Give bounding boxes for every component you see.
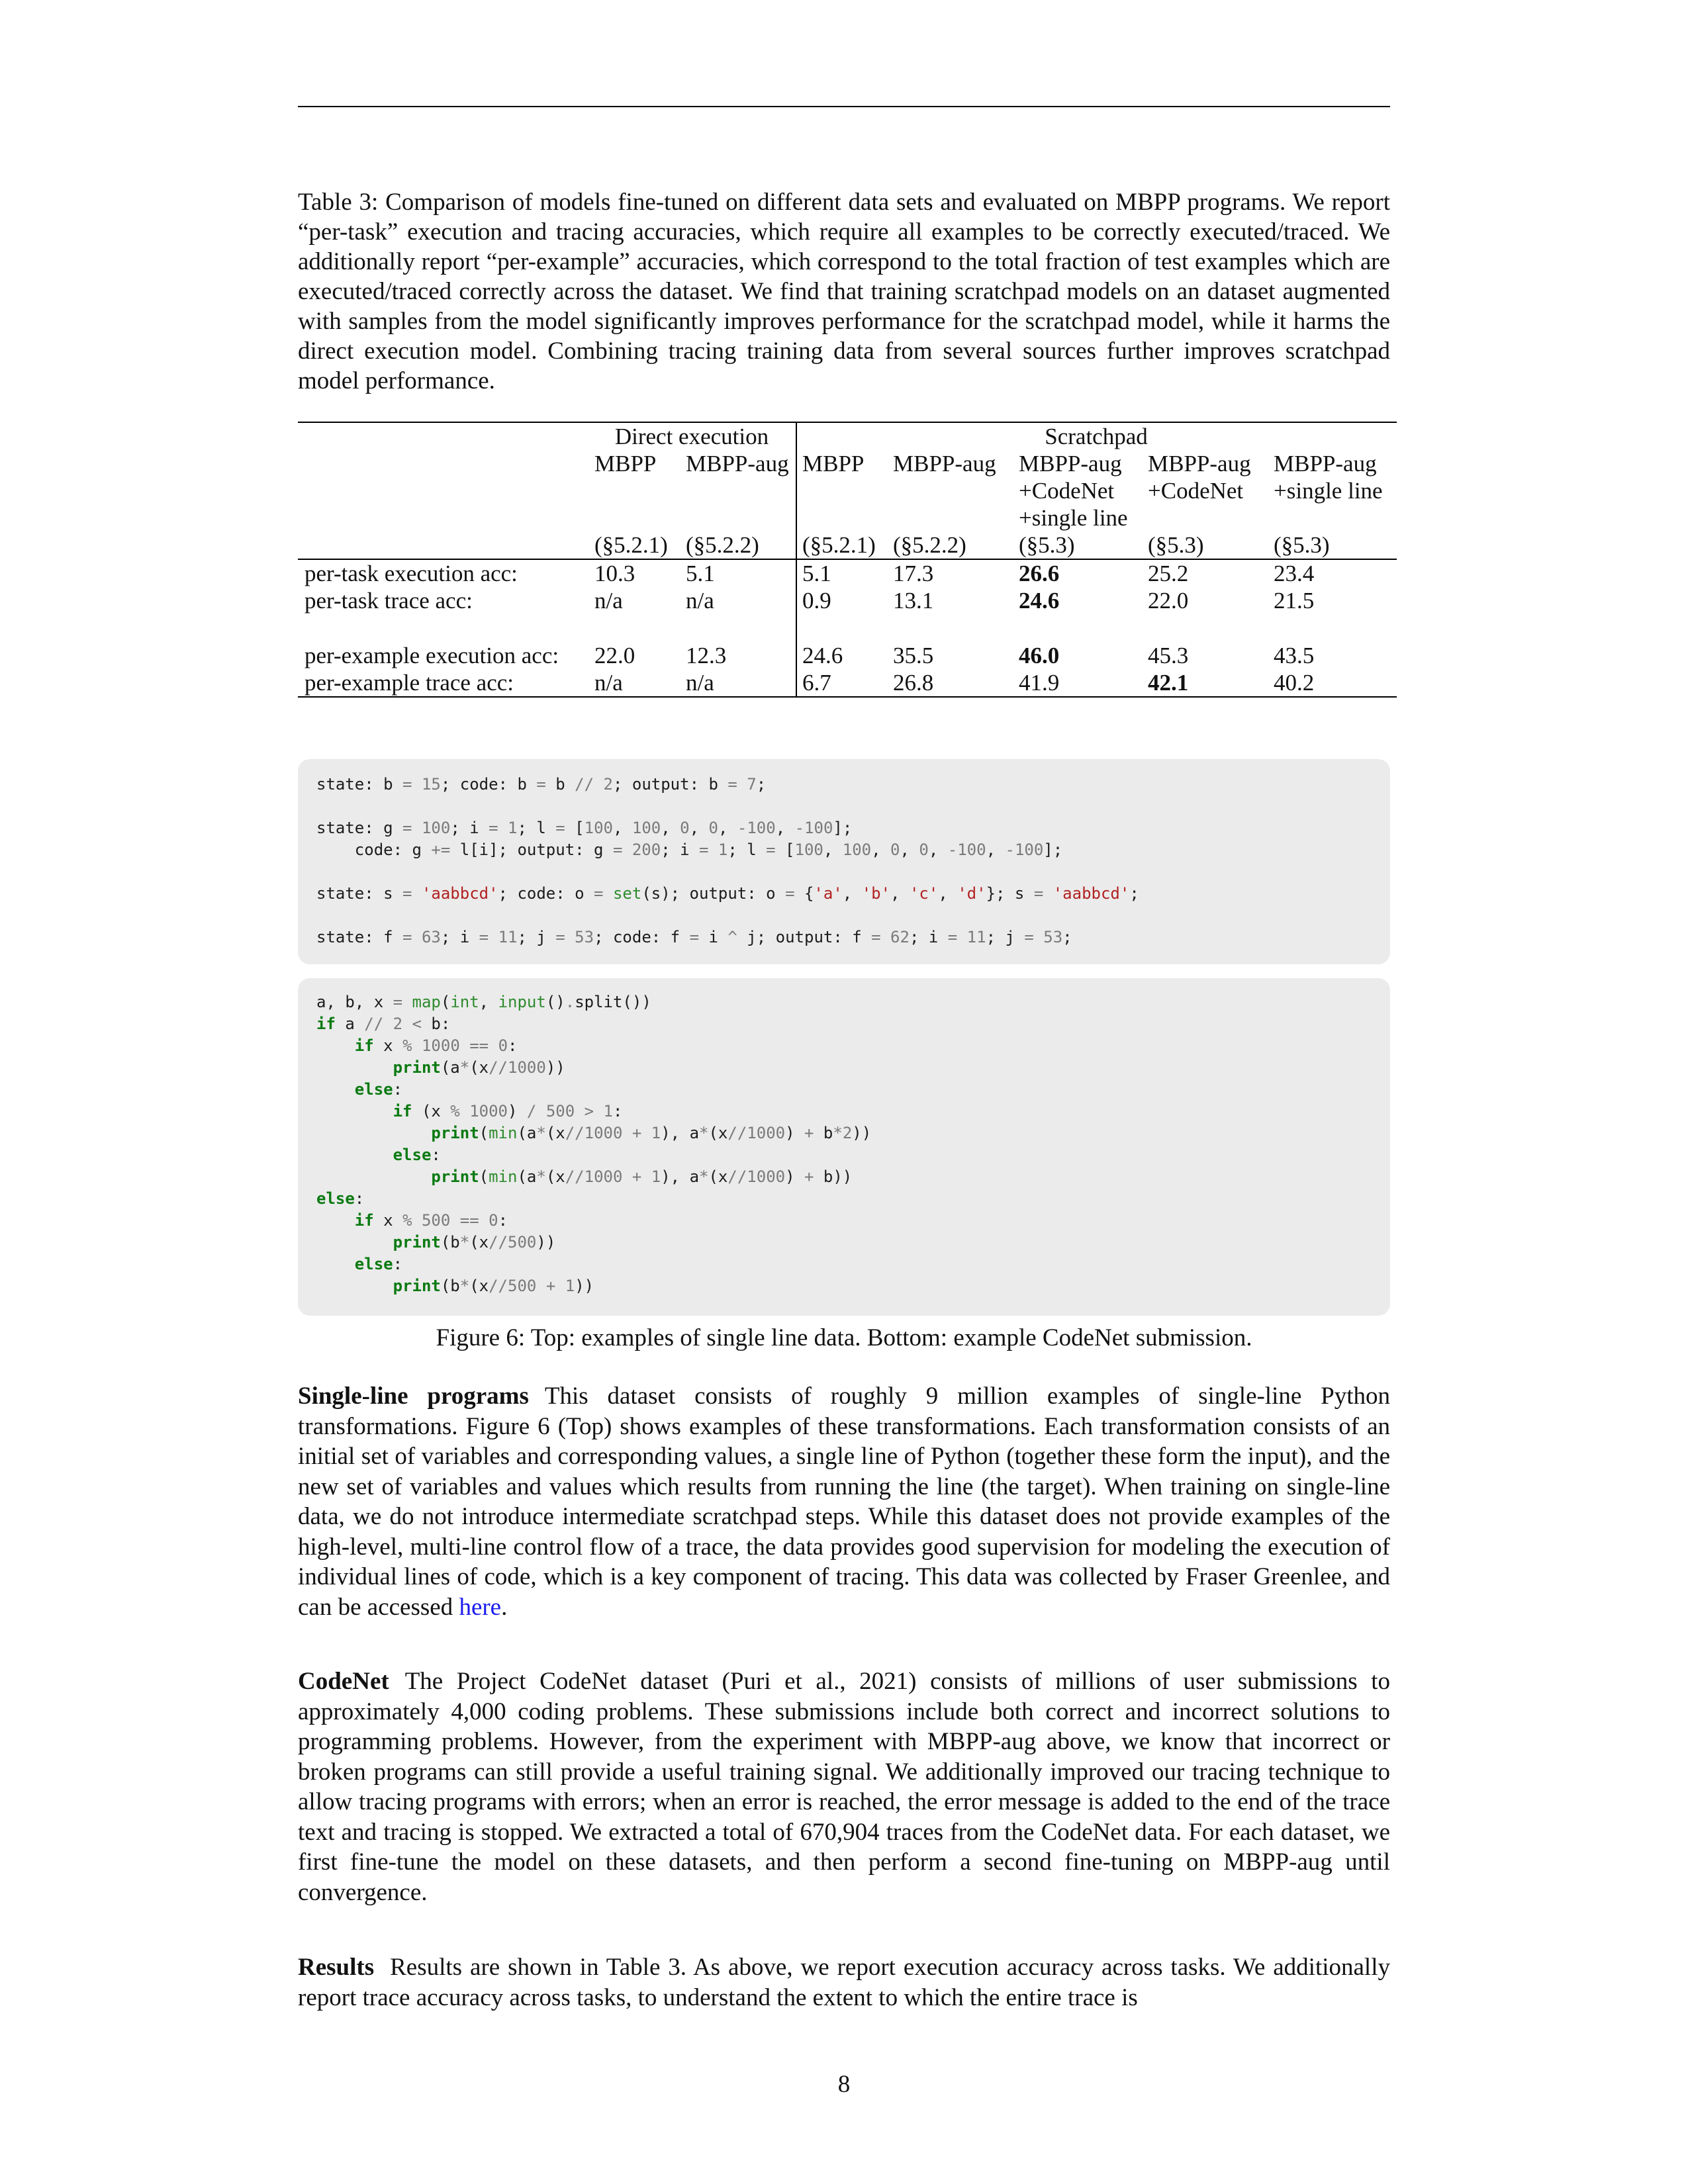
table-cell: 25.2	[1148, 561, 1189, 586]
table-cell: 22.0	[594, 643, 635, 668]
col-header: MBPP-aug	[1148, 451, 1251, 477]
col-header: MBPP-aug	[686, 451, 789, 477]
col-section: (§5.3)	[1268, 531, 1397, 559]
table-cell: 0.9	[796, 587, 888, 614]
table-cell: 45.3	[1148, 643, 1189, 668]
col-header-sub: +single line	[1019, 505, 1128, 531]
col-header: MBPP-aug	[893, 451, 996, 477]
table-cell: 5.1	[686, 561, 715, 586]
row-label: per-task execution acc:	[305, 561, 518, 586]
col-header-sub: +CodeNet	[1019, 478, 1115, 504]
code-listing: a, b, x = map(int, input().split()) if a // 2 < b: if x % 1000 == 0: print(a*(x//1000)) else: if (x % 1000) / 500 > 1: print(min(a*(x//1000 + 1), a*(x//1000) + b*2)) else: print(min(a*(x//1000 + 1), a*(x//1000) + b)) else: if x % 500 == 0: print(b*(x//500)) else: print(b*(x//500 + 1))	[316, 993, 872, 1295]
page-number: 8	[837, 2071, 851, 2098]
group-direct: Direct execution	[589, 422, 796, 450]
section-single-line	[298, 1381, 1390, 1622]
table-cell: 23.4	[1274, 561, 1315, 586]
table-row	[298, 642, 1397, 669]
table-cell: n/a	[680, 669, 796, 697]
single-line-code-box	[298, 759, 1390, 964]
table-cell: 5.1	[796, 559, 888, 587]
col-section: (§5.2.1)	[589, 531, 680, 559]
col-section: (§5.3)	[1143, 531, 1268, 559]
col-section: (§5.3)	[1013, 531, 1143, 559]
table-cell: 43.5	[1274, 643, 1315, 668]
table-cell-best: 42.1	[1143, 669, 1268, 697]
col-header-sub: +single line	[1274, 478, 1383, 504]
col-header-sub: +CodeNet	[1148, 478, 1244, 504]
table-cell: n/a	[589, 669, 680, 697]
section-codenet	[298, 1666, 1390, 1907]
table-cell: 24.6	[796, 642, 888, 669]
table-row	[298, 669, 1397, 697]
col-section: (§5.2.2)	[888, 531, 1013, 559]
figure-caption: Figure 6: Top: examples of single line data. Bottom: example CodeNet submission.	[436, 1324, 1252, 1351]
col-header: MBPP-aug	[1274, 451, 1377, 477]
table-cell: 40.2	[1268, 669, 1397, 697]
table-cell: n/a	[594, 588, 623, 614]
table-cell: n/a	[686, 588, 714, 614]
table-cell-best: 26.6	[1019, 561, 1060, 586]
col-header: MBPP	[594, 451, 657, 477]
col-section: (§5.2.1)	[796, 531, 888, 559]
table-row	[298, 587, 1397, 614]
table-caption: Table 3: Comparison of models fine-tuned on different data sets and evaluated on MBPP programs. We report “per-task” execution and tracing accuracies, which require all examples to be correctly executed/traced. We additionally report “per-example” accuracies, which correspond to the total fraction of test examples which are executed/traced correctly across the dataset. We find that training scratchpad models on an dataset augmented with samples from the model significantly improves performance for the scratchpad model, while it harms the direct execution model. Combining tracing training data from several sources further improves scratchpad model performance.	[298, 189, 1390, 394]
codenet-code-box	[298, 978, 1390, 1316]
section-text-end: .	[501, 1593, 508, 1621]
row-label: per-example execution acc:	[305, 643, 559, 668]
col-header: MBPP	[796, 450, 888, 477]
col-header: MBPP-aug	[1019, 451, 1122, 477]
table-cell: 17.3	[893, 561, 934, 586]
table-cell-best: 46.0	[1019, 643, 1060, 668]
results-table	[298, 422, 1397, 698]
table-cell: 6.7	[796, 669, 888, 697]
table-cell: 13.1	[893, 588, 934, 614]
section-text: This dataset consists of roughly 9 million examples of single-line Python transformations. Figure 6 (Top) shows examples of these transformations. Each transformation consists of an initial set of variables and corresponding values, a single line of Python (together these form the input), and the new set of variables and values which results from running the line (the target). When training on single-line data, we do not introduce intermediate scratchpad steps. While this dataset does not provide examples of the high-level, multi-line control flow of a trace, the data provides good supervision for modeling the execution of individual lines of code, which is a key component of tracing. This data was collected by Fraser Greenlee, and can be accessed	[298, 1383, 1391, 1621]
section-text: Results are shown in Table 3. As above, we report execution accuracy across tasks. We additionally report trace accuracy across tasks, to understand the extent to which the entire trace is	[298, 1954, 1390, 2011]
row-label: per-task trace acc:	[305, 588, 473, 614]
row-label: per-example trace acc:	[298, 669, 589, 697]
section-text: The Project CodeNet dataset (Puri et al., 2021) consists of millions of user submissions to approximately 4,000 coding problems. These submissions include both correct and incorrect solutions to programming problems. However, from the experiment with MBPP-aug above, we know that incorrect or broken programs can still provide a useful training signal. We additionally improved our tracing technique to allow tracing programs with errors; when an error is reached, the error message is added to the end of the trace text and tracing is stopped. We extracted a total of 670,904 traces from the CodeNet data. For each dataset, we first fine-tune the model on these datasets, and then perform a second fine-tuning on MBPP-aug until convergence.	[298, 1668, 1390, 1906]
section-heading: Results	[298, 1954, 375, 1981]
table-cell: 10.3	[594, 561, 635, 586]
here-link[interactable]: here	[459, 1593, 502, 1621]
section-heading: CodeNet	[298, 1668, 389, 1695]
section-heading: Single-line programs	[298, 1383, 529, 1410]
table-cell: 41.9	[1013, 669, 1143, 697]
col-section: (§5.2.2)	[680, 531, 796, 559]
table-cell: 35.5	[893, 643, 934, 668]
group-scratchpad: Scratchpad	[796, 422, 1397, 450]
table-cell: 22.0	[1148, 588, 1189, 614]
table-row	[298, 559, 1397, 587]
table-cell: 12.3	[686, 643, 727, 668]
code-listing: state: b = 15; code: b = b // 2; output: b = 7; state: g = 100; i = 1; l = [100, 100, 0, 0, -100, -100]; code: g += l[i]; output: g = 200; i = 1; l = [100, 100, 0, 0, -100, -100]; state: s = 'aabbcd'; code: o = set(s); output: o = {'a', 'b', 'c', 'd'}; s = 'aabbcd'; state: f = 63; i = 11; j = 53; code: f = i ^ j; output: f = 62; i = 11; j = 53;	[316, 775, 1139, 946]
section-results	[298, 1952, 1390, 2013]
header-rule	[298, 106, 1390, 107]
table-cell: 21.5	[1274, 588, 1315, 614]
table-cell: 26.8	[888, 669, 1013, 697]
table-cell-best: 24.6	[1019, 588, 1060, 614]
